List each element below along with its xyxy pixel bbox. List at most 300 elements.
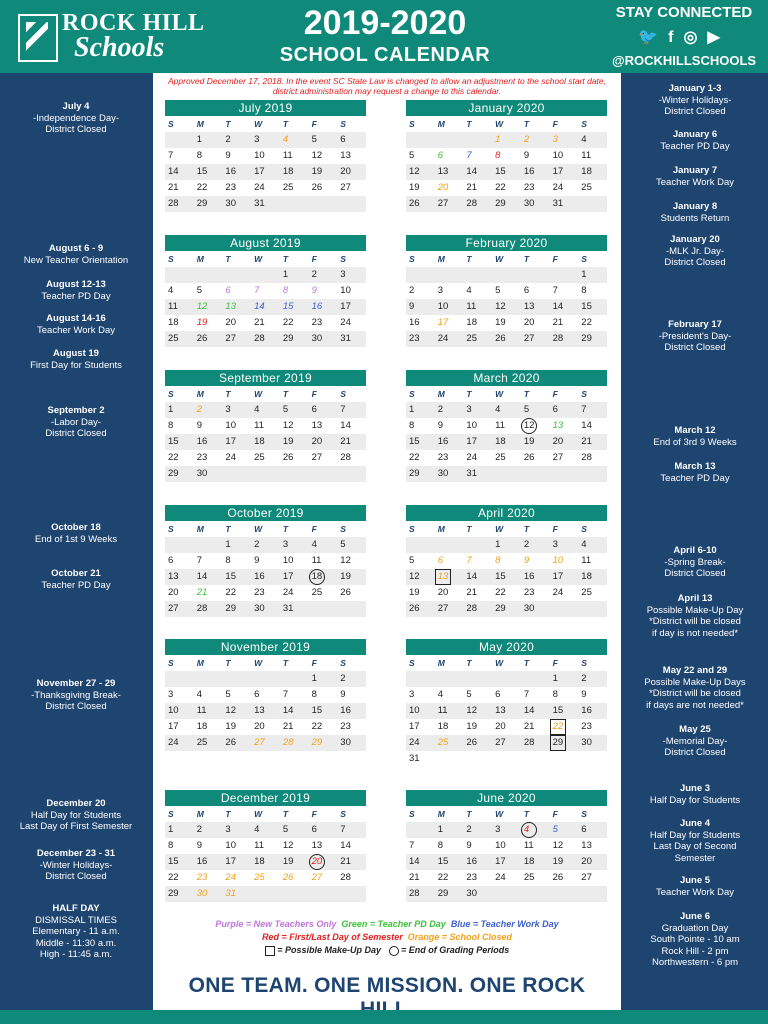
day-cell[interactable]: 24	[225, 452, 236, 463]
day-cell[interactable]: 18	[280, 164, 309, 180]
day-cell[interactable]: 17	[168, 721, 179, 732]
day-cell[interactable]: 29	[406, 466, 435, 482]
day-cell[interactable]: 12	[492, 299, 521, 315]
day-cell[interactable]: 14	[581, 420, 592, 431]
day-cell[interactable]: 16	[521, 164, 550, 180]
day-cell[interactable]: 19	[550, 854, 579, 870]
day-cell[interactable]: 20	[337, 164, 366, 180]
day-cell[interactable]: 1	[492, 537, 521, 553]
day-cell[interactable]: 8	[409, 420, 415, 431]
day-cell[interactable]: 31	[337, 331, 366, 347]
day-cell[interactable]: 5	[550, 822, 579, 838]
day-cell[interactable]: 8	[495, 555, 501, 566]
day-cell[interactable]: 26	[463, 735, 492, 751]
facebook-icon[interactable]: f	[668, 29, 684, 46]
day-cell[interactable]: 27	[251, 735, 280, 751]
day-cell[interactable]: 27	[311, 872, 323, 883]
day-cell[interactable]: 4	[578, 132, 607, 148]
day-cell[interactable]: 24	[340, 317, 351, 328]
day-cell[interactable]: 22	[282, 317, 294, 328]
day-cell[interactable]: 22	[495, 182, 506, 193]
day-cell[interactable]: 14	[406, 854, 435, 870]
day-cell[interactable]: 15	[309, 703, 338, 719]
day-cell[interactable]: 15	[492, 164, 521, 180]
day-cell[interactable]: 16	[578, 703, 607, 719]
day-cell[interactable]: 15	[194, 164, 223, 180]
day-cell[interactable]: 22	[550, 719, 579, 735]
day-cell[interactable]: 3	[222, 402, 251, 418]
day-cell[interactable]: 1	[165, 822, 194, 838]
day-cell[interactable]: 5	[196, 285, 202, 296]
day-cell[interactable]: 1	[165, 402, 194, 418]
day-cell[interactable]: 12	[406, 569, 435, 585]
day-cell[interactable]: 22	[581, 317, 592, 328]
day-cell[interactable]: 27	[521, 331, 550, 347]
day-cell[interactable]: 8	[311, 689, 317, 700]
day-cell[interactable]: 23	[340, 721, 351, 732]
day-cell[interactable]: 11	[194, 703, 223, 719]
day-cell[interactable]: 13	[340, 150, 351, 161]
day-cell[interactable]: 19	[495, 317, 506, 328]
day-cell[interactable]: 30	[194, 886, 223, 902]
day-cell[interactable]: 2	[337, 671, 366, 687]
day-cell[interactable]: 11	[523, 840, 534, 851]
day-cell[interactable]: 28	[280, 735, 309, 751]
day-cell[interactable]: 7	[337, 822, 366, 838]
day-cell[interactable]: 1	[280, 267, 309, 283]
day-cell[interactable]: 16	[521, 569, 550, 585]
day-cell[interactable]: 10	[340, 285, 351, 296]
day-cell[interactable]: 1	[222, 537, 251, 553]
day-cell[interactable]: 26	[406, 601, 435, 617]
day-cell[interactable]: 1	[435, 822, 464, 838]
day-cell[interactable]: 11	[254, 840, 265, 851]
day-cell[interactable]: 21	[337, 434, 366, 450]
day-cell[interactable]: 15	[406, 434, 435, 450]
day-cell[interactable]: 26	[282, 452, 294, 463]
day-cell[interactable]: 16	[463, 854, 492, 870]
day-cell[interactable]: 29	[492, 601, 521, 617]
social-handle[interactable]: @ROCKHILLSCHOOLS	[611, 53, 757, 68]
day-cell[interactable]: 24	[254, 182, 265, 193]
day-cell[interactable]: 17	[280, 569, 309, 585]
day-cell[interactable]: 10	[466, 420, 477, 431]
day-cell[interactable]: 11	[463, 299, 492, 315]
day-cell[interactable]: 27	[435, 196, 464, 212]
day-cell[interactable]: 1	[194, 132, 223, 148]
day-cell[interactable]: 7	[578, 402, 607, 418]
day-cell[interactable]: 3	[280, 537, 309, 553]
day-cell[interactable]: 15	[165, 854, 194, 870]
day-cell[interactable]: 14	[340, 840, 351, 851]
day-cell[interactable]: 3	[409, 689, 415, 700]
day-cell[interactable]: 2	[521, 132, 550, 148]
day-cell[interactable]: 12	[222, 703, 251, 719]
day-cell[interactable]: 18	[578, 569, 607, 585]
day-cell[interactable]: 5	[225, 689, 231, 700]
day-cell[interactable]: 16	[251, 569, 280, 585]
day-cell[interactable]: 4	[196, 689, 202, 700]
day-cell[interactable]: 20	[578, 854, 607, 870]
day-cell[interactable]: 27	[165, 601, 194, 617]
day-cell[interactable]: 6	[550, 402, 579, 418]
day-cell[interactable]: 23	[254, 587, 265, 598]
day-cell[interactable]: 1	[550, 671, 579, 687]
day-cell[interactable]: 23	[196, 452, 208, 463]
day-cell[interactable]: 4	[521, 822, 550, 838]
day-cell[interactable]: 9	[196, 420, 202, 431]
day-cell[interactable]: 13	[492, 703, 521, 719]
day-cell[interactable]: 29	[435, 886, 464, 902]
day-cell[interactable]: 25	[463, 331, 492, 347]
day-cell[interactable]: 17	[492, 854, 521, 870]
day-cell[interactable]: 20	[309, 434, 338, 450]
day-cell[interactable]: 20	[225, 317, 236, 328]
day-cell[interactable]: 5	[521, 402, 550, 418]
day-cell[interactable]: 16	[435, 434, 464, 450]
day-cell[interactable]: 10	[225, 840, 236, 851]
day-cell[interactable]: 17	[437, 317, 449, 328]
day-cell[interactable]: 29	[165, 886, 194, 902]
day-cell[interactable]: 23	[581, 721, 592, 732]
day-cell[interactable]: 21	[168, 182, 179, 193]
day-cell[interactable]: 27	[435, 601, 464, 617]
day-cell[interactable]: 29	[578, 331, 607, 347]
day-cell[interactable]: 25	[194, 735, 223, 751]
day-cell[interactable]: 26	[222, 735, 251, 751]
day-cell[interactable]: 30	[435, 466, 464, 482]
day-cell[interactable]: 6	[495, 689, 501, 700]
day-cell[interactable]: 5	[337, 537, 366, 553]
day-cell[interactable]: 17	[550, 164, 579, 180]
day-cell[interactable]: 22	[409, 452, 420, 463]
day-cell[interactable]: 17	[463, 434, 492, 450]
day-cell[interactable]: 16	[194, 854, 223, 870]
day-cell[interactable]: 2	[222, 132, 251, 148]
day-cell[interactable]: 10	[552, 150, 564, 161]
district-logo[interactable]	[18, 6, 218, 66]
day-cell[interactable]: 4	[309, 537, 338, 553]
day-cell[interactable]: 13	[251, 703, 280, 719]
day-cell[interactable]: 18	[466, 317, 477, 328]
day-cell[interactable]: 23	[523, 182, 535, 193]
day-cell[interactable]: 31	[550, 196, 579, 212]
day-cell[interactable]: 3	[337, 267, 366, 283]
day-cell[interactable]: 18	[492, 434, 521, 450]
day-cell[interactable]: 21	[337, 854, 366, 870]
day-cell[interactable]: 28	[340, 452, 351, 463]
day-cell[interactable]: 20	[495, 721, 506, 732]
day-cell[interactable]: 10	[225, 420, 236, 431]
day-cell[interactable]: 4	[251, 402, 280, 418]
day-cell[interactable]: 19	[409, 182, 420, 193]
day-cell[interactable]: 19	[309, 164, 338, 180]
day-cell[interactable]: 27	[581, 872, 592, 883]
day-cell[interactable]: 4	[280, 132, 309, 148]
day-cell[interactable]: 8	[552, 689, 558, 700]
day-cell[interactable]: 26	[340, 587, 351, 598]
day-cell[interactable]: 6	[254, 689, 260, 700]
twitter-icon[interactable]: 🐦	[638, 29, 669, 46]
day-cell[interactable]: 19	[196, 317, 208, 328]
day-cell[interactable]: 30	[578, 735, 607, 751]
day-cell[interactable]: 29	[492, 196, 521, 212]
day-cell[interactable]: 23	[437, 452, 449, 463]
day-cell[interactable]: 27	[492, 735, 521, 751]
day-cell[interactable]: 25	[581, 587, 592, 598]
day-cell[interactable]: 25	[165, 331, 194, 347]
day-cell[interactable]: 24	[435, 331, 464, 347]
day-cell[interactable]: 3	[251, 132, 280, 148]
day-cell[interactable]: 15	[222, 569, 251, 585]
day-cell[interactable]: 22	[437, 872, 449, 883]
day-cell[interactable]: 9	[581, 689, 587, 700]
day-cell[interactable]: 23	[225, 182, 236, 193]
day-cell[interactable]: 17	[550, 569, 579, 585]
day-cell[interactable]: 28	[463, 196, 492, 212]
day-cell[interactable]: 10	[406, 703, 435, 719]
day-cell[interactable]: 8	[168, 840, 174, 851]
day-cell[interactable]: 13	[521, 299, 550, 315]
day-cell[interactable]: 18	[196, 721, 208, 732]
day-cell[interactable]: 25	[495, 452, 506, 463]
day-cell[interactable]: 29	[165, 466, 194, 482]
day-cell[interactable]: 21	[466, 182, 477, 193]
day-cell[interactable]: 8	[168, 420, 174, 431]
day-cell[interactable]: 3	[550, 132, 579, 148]
day-cell[interactable]: 19	[280, 434, 309, 450]
day-cell[interactable]: 10	[552, 555, 564, 566]
day-cell[interactable]: 10	[254, 150, 265, 161]
day-cell[interactable]: 24	[552, 587, 564, 598]
day-cell[interactable]: 7	[552, 285, 558, 296]
day-cell[interactable]: 21	[254, 317, 265, 328]
day-cell[interactable]: 13	[222, 299, 251, 315]
day-cell[interactable]: 9	[340, 689, 346, 700]
day-cell[interactable]: 9	[523, 150, 530, 161]
day-cell[interactable]: 29	[194, 196, 223, 212]
day-cell[interactable]: 23	[523, 587, 535, 598]
day-cell[interactable]: 30	[521, 601, 550, 617]
instagram-icon[interactable]: ◎	[683, 29, 708, 46]
day-cell[interactable]: 18	[309, 569, 338, 585]
day-cell[interactable]: 26	[311, 182, 323, 193]
day-cell[interactable]: 30	[337, 735, 366, 751]
day-cell[interactable]: 8	[282, 285, 289, 296]
day-cell[interactable]: 2	[194, 402, 223, 418]
day-cell[interactable]: 8	[437, 840, 443, 851]
day-cell[interactable]: 25	[282, 182, 294, 193]
day-cell[interactable]: 24	[165, 735, 194, 751]
day-cell[interactable]: 30	[194, 466, 223, 482]
day-cell[interactable]: 6	[437, 555, 443, 566]
day-cell[interactable]: 1	[406, 402, 435, 418]
day-cell[interactable]: 11	[254, 420, 265, 431]
day-cell[interactable]: 28	[194, 601, 223, 617]
day-cell[interactable]: 22	[495, 587, 506, 598]
day-cell[interactable]: 30	[309, 331, 338, 347]
day-cell[interactable]: 9	[406, 299, 435, 315]
day-cell[interactable]: 17	[222, 854, 251, 870]
day-cell[interactable]: 21	[409, 872, 420, 883]
day-cell[interactable]: 6	[309, 822, 338, 838]
youtube-icon[interactable]: ▶	[707, 29, 730, 46]
day-cell[interactable]: 25	[254, 452, 265, 463]
day-cell[interactable]: 14	[194, 569, 223, 585]
day-cell[interactable]: 7	[196, 555, 202, 566]
day-cell[interactable]: 5	[409, 150, 415, 161]
day-cell[interactable]: 29	[550, 735, 579, 751]
day-cell[interactable]: 14	[521, 703, 550, 719]
day-cell[interactable]: 4	[168, 285, 174, 296]
day-cell[interactable]: 9	[196, 840, 202, 851]
day-cell[interactable]: 14	[251, 299, 280, 315]
day-cell[interactable]: 21	[578, 434, 607, 450]
day-cell[interactable]: 6	[337, 132, 366, 148]
day-cell[interactable]: 24	[466, 452, 477, 463]
day-cell[interactable]: 16	[309, 299, 338, 315]
day-cell[interactable]: 25	[311, 587, 323, 598]
day-cell[interactable]: 22	[196, 182, 208, 193]
day-cell[interactable]: 17	[222, 434, 251, 450]
day-cell[interactable]: 15	[435, 854, 464, 870]
day-cell[interactable]: 31	[280, 601, 309, 617]
day-cell[interactable]: 1	[309, 671, 338, 687]
day-cell[interactable]: 9	[254, 555, 260, 566]
day-cell[interactable]: 2	[194, 822, 223, 838]
day-cell[interactable]: 26	[492, 331, 521, 347]
day-cell[interactable]: 21	[552, 317, 564, 328]
day-cell[interactable]: 1	[492, 132, 521, 148]
day-cell[interactable]: 10	[165, 703, 194, 719]
day-cell[interactable]: 7	[254, 285, 260, 296]
day-cell[interactable]: 10	[282, 555, 294, 566]
day-cell[interactable]: 4	[578, 537, 607, 553]
day-cell[interactable]: 8	[225, 555, 231, 566]
day-cell[interactable]: 8	[196, 150, 202, 161]
day-cell[interactable]: 9	[225, 150, 231, 161]
day-cell[interactable]: 23	[311, 317, 323, 328]
day-cell[interactable]: 8	[581, 285, 587, 296]
day-cell[interactable]: 18	[521, 854, 550, 870]
day-cell[interactable]: 6	[437, 150, 443, 161]
day-cell[interactable]: 13	[581, 840, 592, 851]
day-cell[interactable]: 27	[311, 452, 323, 463]
day-cell[interactable]: 24	[552, 182, 564, 193]
day-cell[interactable]: 30	[463, 886, 492, 902]
day-cell[interactable]: 14	[280, 703, 309, 719]
day-cell[interactable]: 29	[309, 735, 338, 751]
day-cell[interactable]: 26	[552, 872, 564, 883]
day-cell[interactable]: 16	[337, 703, 366, 719]
day-cell[interactable]: 23	[466, 872, 477, 883]
day-cell[interactable]: 27	[552, 452, 564, 463]
day-cell[interactable]: 21	[196, 587, 208, 598]
day-cell[interactable]: 9	[523, 555, 530, 566]
day-cell[interactable]: 5	[495, 285, 501, 296]
day-cell[interactable]: 11	[165, 299, 194, 315]
day-cell[interactable]: 7	[282, 689, 289, 700]
day-cell[interactable]: 14	[550, 299, 579, 315]
day-cell[interactable]: 12	[282, 840, 294, 851]
day-cell[interactable]: 28	[550, 331, 579, 347]
day-cell[interactable]: 2	[251, 537, 280, 553]
day-cell[interactable]: 28	[581, 452, 592, 463]
day-cell[interactable]: 25	[435, 735, 464, 751]
day-cell[interactable]: 11	[435, 703, 464, 719]
day-cell[interactable]: 31	[463, 466, 492, 482]
day-cell[interactable]: 14	[340, 420, 351, 431]
day-cell[interactable]: 4	[251, 822, 280, 838]
day-cell[interactable]: 28	[406, 886, 435, 902]
day-cell[interactable]: 28	[463, 601, 492, 617]
day-cell[interactable]: 30	[251, 601, 280, 617]
day-cell[interactable]: 26	[523, 452, 535, 463]
day-cell[interactable]: 7	[409, 840, 415, 851]
day-cell[interactable]: 5	[409, 555, 415, 566]
day-cell[interactable]: 6	[168, 555, 174, 566]
day-cell[interactable]: 22	[311, 721, 323, 732]
day-cell[interactable]: 30	[521, 196, 550, 212]
day-cell[interactable]: 19	[521, 434, 550, 450]
day-cell[interactable]: 9	[437, 420, 443, 431]
day-cell[interactable]: 18	[168, 317, 179, 328]
day-cell[interactable]: 24	[495, 872, 506, 883]
day-cell[interactable]: 18	[251, 854, 280, 870]
day-cell[interactable]: 6	[523, 285, 530, 296]
day-cell[interactable]: 2	[409, 285, 415, 296]
day-cell[interactable]: 12	[521, 418, 550, 434]
day-cell[interactable]: 20	[309, 854, 338, 870]
day-cell[interactable]: 27	[340, 182, 351, 193]
day-cell[interactable]: 25	[581, 182, 592, 193]
day-cell[interactable]: 11	[311, 555, 322, 566]
day-cell[interactable]: 24	[282, 587, 294, 598]
day-cell[interactable]: 21	[523, 721, 535, 732]
day-cell[interactable]: 24	[406, 735, 435, 751]
day-cell[interactable]: 13	[311, 840, 323, 851]
day-cell[interactable]: 12	[311, 150, 323, 161]
day-cell[interactable]: 28	[521, 735, 550, 751]
day-cell[interactable]: 13	[311, 420, 323, 431]
day-cell[interactable]: 3	[492, 822, 521, 838]
day-cell[interactable]: 4	[437, 689, 443, 700]
day-cell[interactable]: 6	[578, 822, 607, 838]
day-cell[interactable]: 17	[251, 164, 280, 180]
day-cell[interactable]: 31	[251, 196, 280, 212]
day-cell[interactable]: 14	[463, 164, 492, 180]
day-cell[interactable]: 19	[337, 569, 366, 585]
day-cell[interactable]: 1	[578, 267, 607, 283]
day-cell[interactable]: 4	[466, 285, 472, 296]
day-cell[interactable]: 19	[466, 721, 477, 732]
day-cell[interactable]: 5	[280, 402, 309, 418]
day-cell[interactable]: 19	[409, 587, 420, 598]
day-cell[interactable]: 15	[492, 569, 521, 585]
day-cell[interactable]: 31	[222, 886, 251, 902]
day-cell[interactable]: 21	[466, 587, 477, 598]
day-cell[interactable]: 13	[165, 569, 194, 585]
day-cell[interactable]: 31	[409, 753, 420, 764]
day-cell[interactable]: 6	[309, 402, 338, 418]
day-cell[interactable]: 7	[337, 402, 366, 418]
day-cell[interactable]: 15	[165, 434, 194, 450]
day-cell[interactable]: 22	[168, 452, 179, 463]
day-cell[interactable]: 25	[254, 872, 265, 883]
day-cell[interactable]: 15	[280, 299, 309, 315]
day-cell[interactable]: 28	[251, 331, 280, 347]
day-cell[interactable]: 2	[521, 537, 550, 553]
